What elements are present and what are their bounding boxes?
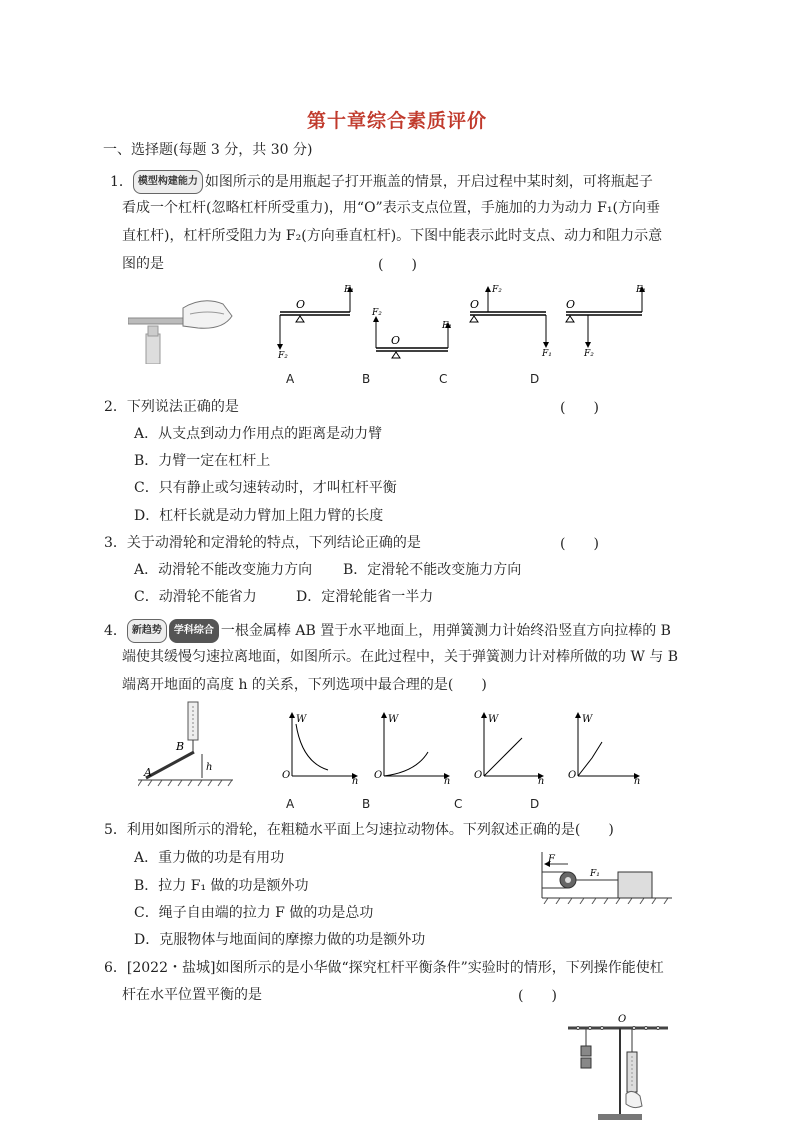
q4-graph-d bbox=[568, 712, 640, 784]
svg-text:O: O bbox=[470, 298, 480, 311]
svg-text:O: O bbox=[618, 1014, 627, 1025]
q2-stem: 2．下列说法正确的是 bbox=[104, 399, 239, 415]
q6-line2: 杆在水平位置平衡的是 bbox=[122, 987, 262, 1003]
q1-diagram-bc bbox=[371, 308, 452, 358]
q1-line4: 图的是 bbox=[122, 256, 164, 272]
q1-lever-diagrams bbox=[270, 282, 690, 362]
q2-option-c[interactable]: C．只有静止或匀速转动时，才叫杠杆平衡 bbox=[134, 480, 397, 496]
q3-option-b[interactable]: B．定滑轮不能改变施力方向 bbox=[343, 562, 522, 578]
q1-diagram-a bbox=[277, 285, 354, 361]
q5-stem: 5．利用如图所示的滑轮，在粗糙水平面上匀速拉动物体。下列叙述正确的是( ) bbox=[104, 822, 614, 838]
svg-text:F₁: F₁ bbox=[344, 285, 354, 295]
svg-text:O: O bbox=[391, 334, 401, 347]
q1-diagram-d bbox=[566, 285, 646, 359]
q2-answer-blank[interactable]: ( ) bbox=[560, 400, 599, 416]
q1-label-b: B bbox=[362, 372, 371, 386]
q3-answer-blank[interactable]: ( ) bbox=[560, 536, 599, 552]
svg-text:h: h bbox=[538, 776, 545, 784]
svg-text:O: O bbox=[374, 770, 383, 781]
svg-text:B: B bbox=[176, 740, 185, 753]
q5-option-a[interactable]: A．重力做的功是有用功 bbox=[134, 850, 285, 866]
q3-stem: 3．关于动滑轮和定滑轮的特点，下列结论正确的是 bbox=[104, 535, 421, 551]
q1-badge: 模型构建能力 bbox=[133, 170, 203, 194]
q2-option-b[interactable]: B．力臂一定在杠杆上 bbox=[134, 453, 271, 469]
q4-line2: 端使其缓慢匀速拉离地面，如图所示。在此过程中，关于弹簧测力计对棒所做的功 W 与 B bbox=[122, 649, 679, 665]
svg-text:F₁: F₁ bbox=[636, 285, 646, 295]
q4-graphs bbox=[278, 708, 658, 784]
q1-line1: 1． 模型构建能力 如图所示的是用瓶起子打开瓶盖的情景，开启过程中某时刻，可将瓶起子 bbox=[110, 170, 653, 194]
q2-option-a[interactable]: A．从支点到动力作用点的距离是动力臂 bbox=[134, 426, 383, 442]
section-heading: 一、选择题(每题 3 分，共 30 分) bbox=[103, 142, 313, 158]
q4-label-a: A bbox=[286, 797, 295, 811]
q4-graph-b bbox=[374, 712, 450, 784]
svg-text:F₁: F₁ bbox=[542, 349, 552, 359]
q4-badge-subject: 学科综合 bbox=[169, 619, 219, 643]
svg-text:F₂: F₂ bbox=[372, 308, 382, 318]
svg-text:F₁: F₁ bbox=[442, 321, 452, 331]
q1-answer-blank[interactable]: ( ) bbox=[378, 257, 417, 273]
q6-line1: 6．[2022・盐城]如图所示的是小华做“探究杠杆平衡条件”实验时的情形，下列操作能使杠 bbox=[104, 960, 664, 976]
svg-text:F₂: F₂ bbox=[584, 349, 594, 359]
q3-option-c[interactable]: C．动滑轮不能省力 bbox=[134, 589, 257, 605]
q1-label-a: A bbox=[286, 372, 295, 386]
q4-line3: 端离开地面的高度 h 的关系，下列选项中最合理的是( ) bbox=[122, 677, 487, 693]
svg-text:O: O bbox=[566, 298, 576, 311]
svg-text:F₂: F₂ bbox=[492, 285, 502, 295]
svg-text:h: h bbox=[634, 776, 641, 784]
q1-label-c: C bbox=[439, 372, 448, 386]
svg-text:h: h bbox=[206, 762, 213, 773]
q5-option-b[interactable]: B．拉力 F₁ 做的功是额外功 bbox=[134, 878, 309, 894]
svg-text:O: O bbox=[474, 770, 483, 781]
q5-option-d[interactable]: D．克服物体与地面间的摩擦力做的功是额外功 bbox=[134, 932, 426, 948]
q4-label-b: B bbox=[362, 797, 371, 811]
q1-line3: 直杠杆)，杠杆所受阻力为 F₂(方向垂直杠杆)。下图中能表示此时支点、动力和阻力示意 bbox=[122, 228, 663, 244]
q4-rod-figure bbox=[138, 700, 238, 788]
svg-text:O: O bbox=[568, 770, 577, 781]
page-title: 第十章综合素质评价 bbox=[306, 110, 487, 132]
q3-option-a[interactable]: A．动滑轮不能改变施力方向 bbox=[134, 562, 313, 578]
svg-text:F: F bbox=[548, 854, 555, 865]
q4-label-d: D bbox=[530, 797, 540, 811]
q6-lever-apparatus-figure bbox=[562, 1012, 674, 1123]
bottle-opener-photo bbox=[128, 296, 234, 364]
svg-text:A: A bbox=[144, 766, 152, 779]
q4-badge-trend: 新趋势 bbox=[127, 619, 167, 643]
q3-option-d[interactable]: D．定滑轮能省一半力 bbox=[296, 589, 434, 605]
svg-text:W: W bbox=[388, 714, 399, 725]
q1-label-d: D bbox=[530, 372, 540, 386]
svg-text:F₂: F₂ bbox=[278, 351, 288, 361]
q1-diagram-c bbox=[470, 285, 552, 359]
q4-graph-c bbox=[474, 712, 544, 784]
q4-line1: 4． 新趋势 学科综合 一根金属棒 AB 置于水平地面上，用弹簧测力计始终沿竖直方向拉棒的 B bbox=[104, 619, 671, 643]
q2-option-d[interactable]: D．杠杆长就是动力臂加上阻力臂的长度 bbox=[134, 508, 384, 524]
q5-option-c[interactable]: C．绳子自由端的拉力 F 做的功是总功 bbox=[134, 905, 374, 921]
q1-line2: 看成一个杠杆(忽略杠杆所受重力)，用“O”表示支点位置，手施加的力为动力 F₁(方向垂 bbox=[122, 200, 660, 216]
svg-text:W: W bbox=[582, 714, 593, 725]
svg-text:F₁: F₁ bbox=[590, 869, 600, 879]
q4-label-c: C bbox=[454, 797, 463, 811]
svg-text:W: W bbox=[296, 714, 307, 725]
svg-text:O: O bbox=[296, 298, 306, 311]
q6-answer-blank[interactable]: ( ) bbox=[518, 988, 557, 1004]
svg-text:h: h bbox=[352, 776, 359, 784]
svg-text:W: W bbox=[488, 714, 499, 725]
q5-pulley-figure bbox=[538, 852, 674, 904]
svg-text:O: O bbox=[282, 770, 291, 781]
svg-text:h: h bbox=[444, 776, 451, 784]
q4-graph-a bbox=[282, 712, 358, 784]
